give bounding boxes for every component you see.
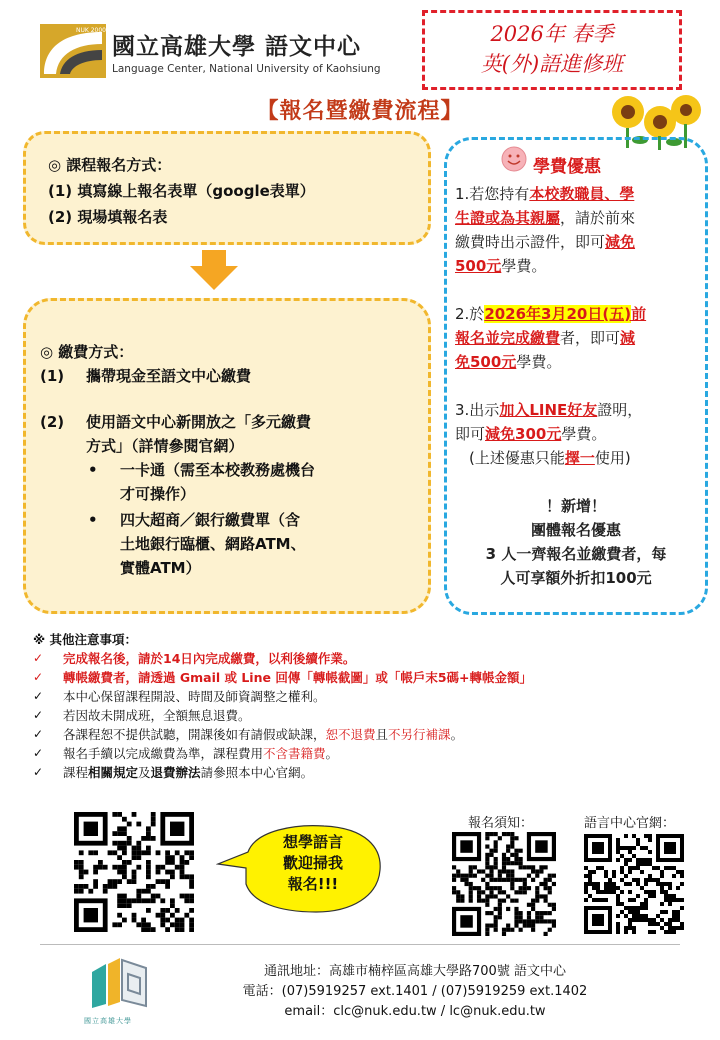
contact-address: 通訊地址：高雄市楠梓區高雄大學路700號 語文中心: [264, 964, 566, 979]
note-item: ✓ 完成報名後，請於14日內完成繳費，以利後續作業。: [33, 651, 356, 666]
payment-option-2-line-2: 方式」（詳情參閱官網）: [86, 437, 244, 455]
check-icon: ✓: [33, 746, 44, 760]
registration-option-online: (1) 填寫線上報名表單（google表單）: [48, 182, 315, 200]
payment-option-2-number: (2): [40, 413, 65, 431]
contact-phone: 電話：(07)5919257 ext.1401 / (07)5919259 ext.1402: [242, 984, 588, 999]
payment-store-line-1: 四大超商／銀行繳費單（含: [120, 511, 301, 529]
contact-email: email：clc@nuk.edu.tw / lc@nuk.edu.tw: [284, 1004, 546, 1019]
official-site-label: 語言中心官網：: [584, 816, 676, 831]
smiley-icon: [501, 146, 527, 172]
notes-title: ※ 其他注意事項：: [33, 632, 138, 647]
footer-divider: [40, 944, 680, 945]
payment-ipass-line-2: 才可操作）: [120, 485, 196, 503]
note-item: ✓ 若因故未開成班，全額無息退費。: [33, 708, 251, 723]
note-item: ✓ 轉帳繳費者，請透過 Gmail 或 Line 回傳「轉帳截圖」或「帳戶末5碼+轉帳金額」: [33, 670, 532, 685]
payment-method-box: [23, 298, 431, 614]
discount-1-line-2: 生證或為其親屬，請於前來: [455, 209, 636, 227]
registration-qr-code[interactable]: [74, 812, 194, 932]
registration-notice-qr-code[interactable]: [452, 832, 556, 936]
payment-option-1-text: 攜帶現金至語文中心繳費: [86, 367, 252, 385]
payment-option-2-line-1: 使用語文中心新開放之「多元繳費: [86, 413, 312, 431]
group-discount-new-label: ！新增！: [545, 497, 606, 515]
down-arrow-icon: [190, 250, 238, 290]
discount-title: 學費優惠: [533, 157, 601, 177]
registration-method-box: [23, 131, 431, 245]
payment-title: ◎ 繳費方式：: [40, 343, 134, 361]
org-title: 國立高雄大學 語文中心: [112, 34, 362, 60]
note-item: ✓ 課程相關規定及退費辦法請參照本中心官網。: [33, 765, 314, 780]
footer-logo-text: 國立高雄大學: [84, 1017, 132, 1025]
discount-2-line-3: 免500元學費。: [455, 353, 562, 371]
nuk-logo: [40, 24, 106, 78]
check-icon: ✓: [33, 689, 44, 703]
check-icon: ✓: [33, 708, 44, 722]
discount-3-line-3: (上述優惠只能擇一使用): [469, 449, 631, 467]
discount-3-line-1: 3.出示加入LINE好友證明，: [455, 401, 643, 419]
discount-1-line-1: 1.若您持有本校教職員、學: [455, 185, 635, 203]
contact-info: [200, 962, 630, 1022]
official-site-qr-code[interactable]: [584, 832, 684, 936]
note-item: ✓ 報名手續以完成繳費為準，課程費用不含書籍費。: [33, 746, 339, 761]
term-season: 2026年 春季: [490, 22, 614, 46]
note-item: ✓ 各課程恕不提供試聽，開課後如有請假或缺課，恕不退費且不另行補課。: [33, 727, 464, 742]
group-discount-line-2: 人可享額外折扣100元: [500, 569, 652, 587]
payment-store-line-2: 土地銀行臨櫃、網路ATM、: [120, 535, 306, 553]
scan-to-register-text: 想學語言 歡迎掃我 報名!!!: [282, 833, 343, 893]
discount-2-line-2: 報名並完成繳費者，即可減: [455, 329, 636, 347]
discount-1-line-4: 500元學費。: [455, 257, 547, 275]
bullet-icon: •: [88, 461, 98, 479]
term-banner: [422, 10, 682, 90]
registration-option-onsite: (2) 現場填報名表: [48, 208, 168, 226]
discount-1-line-3: 繳費時出示證件，即可減免: [455, 233, 636, 251]
discount-3-line-2: 即可減免300元學費。: [455, 425, 607, 443]
language-center-logo: [88, 954, 150, 1010]
discount-2-line-1: 2.於2026年3月20日(五)前: [455, 305, 647, 323]
group-discount-line-1: 3 人一齊報名並繳費者，每: [485, 545, 667, 563]
note-item: ✓ 本中心保留課程開設、時間及師資調整之權利。: [33, 689, 326, 704]
org-subtitle: Language Center, National University of Kaohsiung: [112, 63, 381, 75]
check-icon: ✓: [33, 670, 44, 684]
other-notes: [33, 630, 532, 782]
check-icon: ✓: [33, 727, 44, 741]
check-icon: ✓: [33, 765, 44, 779]
svg-text:NUK 2000: NUK 2000: [76, 27, 106, 34]
payment-ipass-line-1: 一卡通（需至本校教務處機台: [120, 461, 316, 479]
bullet-icon: •: [88, 511, 98, 529]
payment-option-1-number: (1): [40, 367, 65, 385]
term-course-name: 英(外)語進修班: [480, 52, 624, 76]
group-discount-title: 團體報名優惠: [530, 521, 621, 539]
payment-store-line-3: 實體ATM）: [120, 559, 201, 577]
registration-notice-label: 報名須知：: [468, 816, 534, 831]
registration-title: ◎ 課程報名方式：: [48, 156, 172, 174]
tuition-discount-box: [444, 137, 708, 615]
main-heading: 【報名暨繳費流程】: [256, 99, 464, 124]
check-icon: ✓: [33, 651, 44, 665]
